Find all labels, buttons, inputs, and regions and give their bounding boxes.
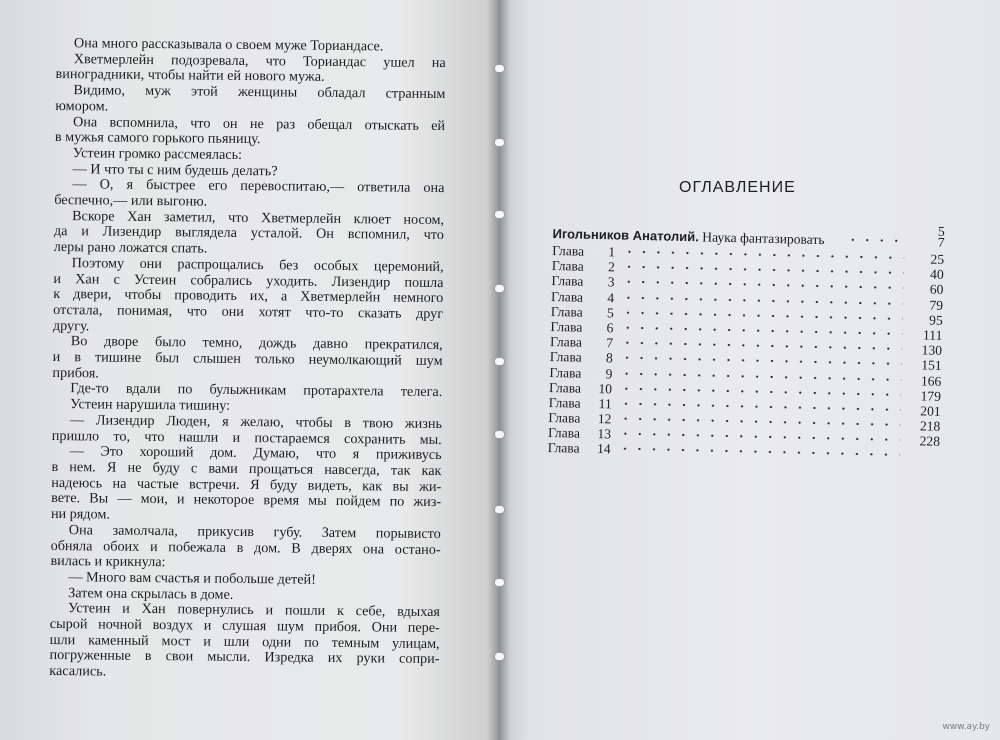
- binding-stitch: [494, 210, 505, 219]
- binding-stitch: [494, 138, 505, 147]
- toc-entry-label: Глава: [549, 334, 583, 350]
- toc-chapter-number: 4: [607, 289, 615, 305]
- text-line: — Это хороший дом. Думаю, что я приживусь: [69, 443, 442, 464]
- toc-entry-label: Глава: [547, 440, 580, 457]
- text-line: Она вспомнила, что он не раз обещал отыскать ей: [73, 113, 446, 134]
- toc-page-number: 7: [937, 234, 945, 250]
- text-line: Она замолчала, прикусив губу. Затем порывисто: [68, 521, 441, 542]
- text-line: Во дворе было темно, дождь давно прекратился,: [70, 333, 443, 354]
- toc-page-number: 228: [919, 433, 941, 450]
- toc-chapter-number: 8: [605, 350, 613, 366]
- toc-entry-label: Глава: [548, 410, 581, 426]
- toc-page-number: 40: [929, 266, 944, 283]
- text-line: отстала, понимая, что они хотят что-то сказать друг: [53, 301, 444, 323]
- text-line: Хветмерлейн подозревала, что Ториандас ушел на: [73, 50, 446, 71]
- toc-page-number: 151: [921, 357, 942, 374]
- toc-chapter-number: 2: [607, 259, 616, 275]
- text-line: и в тишине был слышен только неумолкающий шум: [52, 349, 443, 370]
- text-line: шли каменный мост и шли одни по темным улицам,: [49, 631, 440, 652]
- text-line: в мужья самого горького пьяницу.: [54, 129, 261, 148]
- toc-chapter-number: 11: [598, 395, 612, 412]
- text-line: к двери, чтобы проводить их, а Хветмерлейн немного: [53, 286, 444, 307]
- book-gutter: [488, 0, 510, 740]
- text-line: прибоя.: [52, 364, 99, 382]
- toc-leader-dots: [621, 279, 903, 291]
- toc-page-number: 95: [928, 312, 943, 328]
- toc-chapter-number: 7: [606, 335, 614, 351]
- toc-leader-dots: [619, 385, 901, 397]
- toc-page-number: 218: [919, 418, 941, 434]
- text-line: Где-то вдали по булыжникам протарахтела телега.: [70, 380, 443, 401]
- text-line: погруженные в свои мысли. Изредка их руки сопри-: [49, 647, 440, 668]
- toc-chapter-number: 10: [598, 380, 613, 397]
- toc-page-number: 60: [929, 281, 944, 298]
- text-line: вилась и крикнула:: [50, 553, 166, 571]
- text-line: Видимо, муж этой женщины обладал странным: [73, 82, 446, 103]
- toc-leader-dots: [622, 264, 904, 276]
- table-of-contents: [548, 215, 945, 464]
- text-line: обняла обоих и побежала в дом. В дверях она остано-: [50, 537, 441, 558]
- toc-chapter-number: 3: [607, 274, 615, 290]
- toc-chapter-number: 9: [605, 365, 613, 381]
- toc-entry-label: Глава: [549, 364, 582, 381]
- binding-stitch: [494, 64, 505, 73]
- toc-page-number: 111: [922, 327, 943, 343]
- binding-stitch: [494, 430, 505, 439]
- toc-leader-dots: [619, 400, 901, 412]
- toc-entry-label: Глава: [551, 273, 584, 290]
- toc-chapter-number: 1: [608, 244, 616, 260]
- toc-page-number: 79: [929, 297, 944, 313]
- binding-stitch: [494, 505, 505, 514]
- toc-title: ОГЛАВЛЕНИЕ: [679, 179, 796, 196]
- text-line: Вскоре Хан заметил, что Хветмерлейн клюет носом,: [72, 207, 445, 228]
- binding-stitch: [494, 578, 505, 587]
- text-line: Устеин и Хан повернулись и пошли к себе, вдыхая: [67, 600, 441, 621]
- toc-leader-dots: [621, 309, 903, 321]
- toc-author: Игольников Анатолий.: [552, 225, 700, 245]
- text-line: — И что ты с ним будешь делать?: [72, 160, 278, 179]
- text-line: вете. Вы — мои, и некоторое время мы пойдем по жиз-: [51, 490, 442, 511]
- toc-entry-label: Глава: [550, 318, 583, 335]
- text-line: и Хан с Устеин собрались уходить. Лизендир пошла: [53, 270, 444, 291]
- text-line: да и Лизендир выглядела усталой. Он вспомнил, что: [53, 223, 445, 244]
- binding-stitch: [494, 357, 505, 366]
- text-line: ни рядом.: [50, 506, 110, 523]
- toc-entry-label: Глава: [551, 258, 584, 274]
- toc-leader-dots: [619, 370, 901, 382]
- toc-page-number: 179: [920, 388, 942, 404]
- text-line: виноградники, чтобы найти ей нового мужа.: [55, 66, 325, 86]
- text-line: леры рано ложатся спать.: [53, 239, 208, 257]
- text-line: Устеин нарушила тишину:: [70, 396, 231, 415]
- binding-stitch: [494, 284, 505, 293]
- toc-chapter-number: 6: [606, 320, 614, 336]
- toc-page-number: 25: [930, 251, 945, 267]
- toc-chapter-number: 5: [606, 305, 614, 321]
- toc-work-title: Наука фантазировать: [702, 229, 825, 248]
- text-line: — Лизендир Люден, я желаю, чтобы в твою жизнь: [69, 412, 443, 432]
- toc-chapter-number: 13: [597, 426, 612, 442]
- toc-entry-label: Глава: [548, 394, 581, 411]
- toc-leader-dots: [618, 446, 900, 458]
- text-line: Она много рассказывала о своем муже Ториандасе.: [73, 35, 384, 55]
- toc-leader-dots: [618, 416, 900, 428]
- text-line: Затем она скрылась в доме.: [68, 584, 234, 603]
- toc-chapter-number: 14: [596, 441, 611, 457]
- toc-entry-label: Глава: [548, 379, 582, 396]
- toc-leader-dots: [620, 340, 902, 352]
- text-line: беспечно,— или выгоню.: [54, 192, 208, 210]
- text-line: сырой ночной воздух и слушая шум прибоя. Они пере-: [49, 615, 440, 637]
- toc-page-number: [904, 448, 940, 449]
- toc-entry-label: Глава: [549, 349, 582, 365]
- toc-leader-dots: [620, 324, 902, 336]
- text-line: — Много вам счастья и побольше детей!: [68, 569, 316, 588]
- binding-stitch: [494, 652, 505, 661]
- toc-entry-label: Глава: [550, 303, 583, 320]
- toc-leader-dots: [622, 249, 904, 261]
- toc-leader-dots: [618, 431, 900, 443]
- text-line: юмором.: [55, 97, 109, 115]
- toc-leader-dots: [621, 294, 903, 306]
- text-line: касались.: [49, 663, 107, 680]
- toc-page-number: 130: [921, 342, 943, 358]
- text-line: Устеин громко рассмеялась:: [72, 145, 243, 163]
- toc-entry-label: Глава: [550, 288, 584, 305]
- text-line: Поэтому они распрощались без особых церемоний,: [71, 255, 444, 275]
- text-line: в нем. Я не буду с вами прощаться навсегда, так как: [51, 458, 442, 480]
- toc-entry-label: Глава: [552, 242, 585, 259]
- toc-page-number: 201: [920, 403, 941, 419]
- toc-page-number: 5: [937, 223, 945, 239]
- text-line: пришло то, что нашли и постараемся сохранить мы.: [51, 427, 442, 448]
- toc-chapters: [548, 243, 945, 464]
- toc-leader-dots: [845, 237, 904, 244]
- toc-chapter-number: 12: [597, 411, 612, 427]
- toc-entry-label: Глава: [547, 425, 581, 441]
- toc-page-number: 166: [920, 372, 942, 389]
- left-page-text: [49, 36, 446, 684]
- text-line: надеюсь на частые встречи. Я буду видеть, как вы жи-: [51, 474, 442, 495]
- text-line: — О, я быстрее его перевоспитаю,— ответила она: [72, 176, 445, 197]
- watermark: www.ay.by: [942, 722, 990, 732]
- toc-leader-dots: [620, 355, 902, 367]
- text-line: другу.: [52, 317, 90, 335]
